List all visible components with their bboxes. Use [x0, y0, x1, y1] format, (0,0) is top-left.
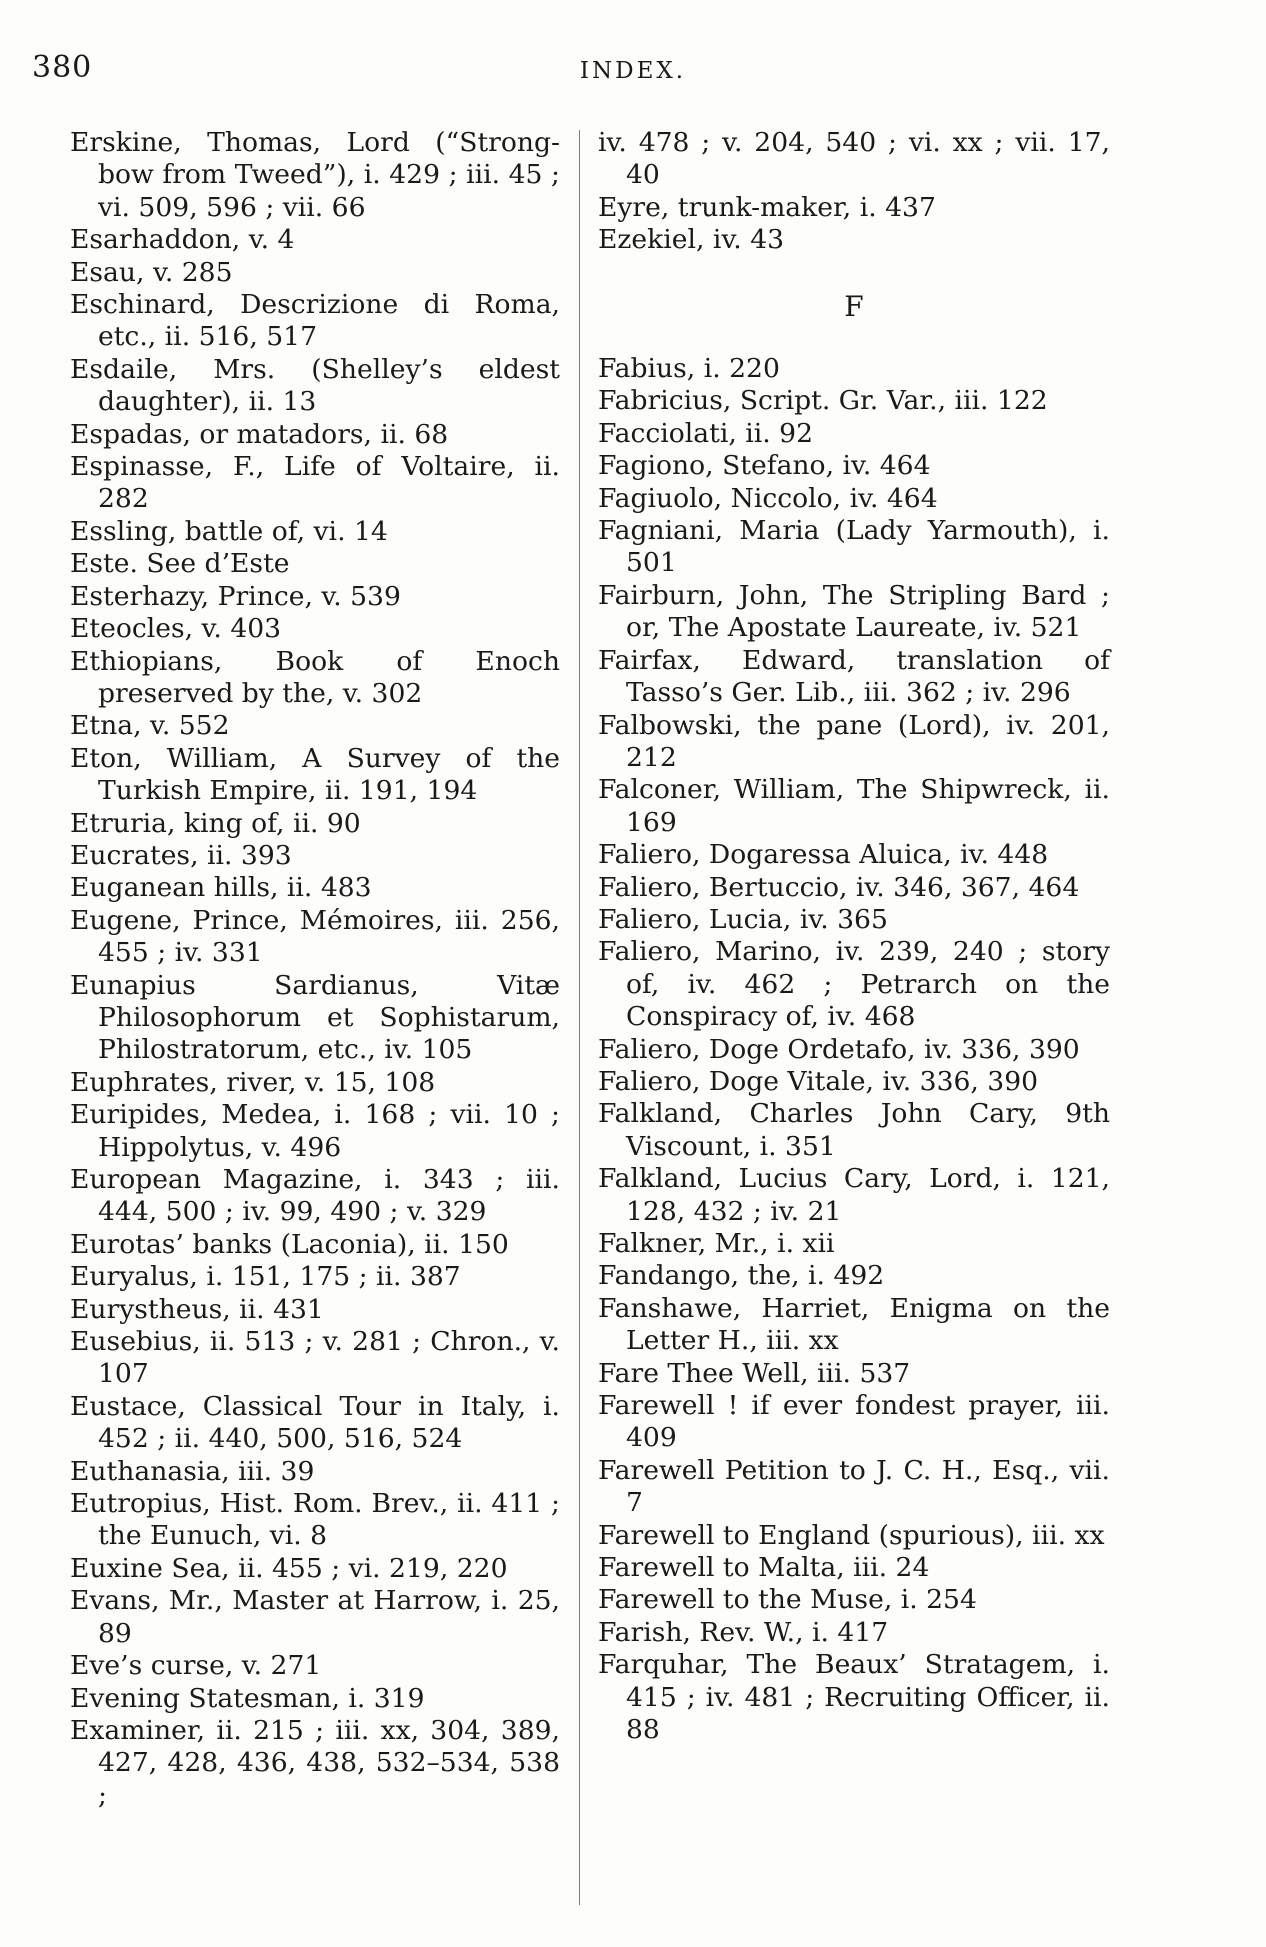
- index-entry: Eugene, Prince, Mémoires, iii. 256, 455 ; iv. 331: [70, 904, 560, 969]
- index-entry: Faliero, Lucia, iv. 365: [598, 903, 888, 935]
- section-letter-heading: F: [844, 289, 864, 323]
- index-entry: Espadas, or matadors, ii. 68: [70, 418, 449, 450]
- index-entry: Euxine Sea, ii. 455 ; vi. 219, 220: [70, 1552, 508, 1584]
- index-entry: Faliero, Doge Vitale, iv. 336, 390: [598, 1065, 1039, 1097]
- index-entry: Falconer, William, The Shipwreck, ii. 169: [598, 774, 1110, 838]
- page-number: 380: [32, 50, 93, 85]
- index-entry: Evans, Mr., Master at Harrow, i. 25, 89: [70, 1585, 560, 1649]
- index-entry: Fanshawe, Harriet, Enigma on the Letter H., iii. xx: [598, 1292, 1110, 1357]
- index-entry: Farewell Petition to J. C. H., Esq., vii. 7: [598, 1454, 1110, 1519]
- index-entry: Esau, v. 285: [70, 256, 233, 288]
- index-entry: Faliero, Marino, iv. 239, 240 ; story of, iv. 462 ; Petrarch on the Conspiracy of, iv. 468: [598, 936, 1110, 1033]
- index-entry: Farish, Rev. W., i. 417: [598, 1616, 889, 1648]
- index-column-right: [598, 127, 1110, 1747]
- index-entry: Fairfax, Edward, translation of Tasso’s Ger. Lib., iii. 362 ; iv. 296: [598, 644, 1110, 709]
- index-entry: Falbowski, the pane (Lord), iv. 201, 212: [598, 709, 1110, 773]
- index-entry: Eteocles, v. 403: [70, 613, 282, 645]
- index-entry: Falkner, Mr., i. xii: [598, 1228, 835, 1259]
- index-entry: Eve’s curse, v. 271: [70, 1650, 322, 1682]
- index-entry: Eustace, Classical Tour in Italy, i. 452 ; ii. 440, 500, 516, 524: [70, 1390, 560, 1455]
- index-entry: Esdaile, Mrs. (Shelley’s eldest daughter), ii. 13: [70, 353, 560, 418]
- running-head-title: INDEX.: [579, 58, 687, 84]
- index-entry: Eschinard, Descrizione di Roma, etc., ii. 516, 517: [70, 289, 560, 353]
- index-entry: Examiner, ii. 215 ; iii. xx, 304, 389, 427, 428, 436, 438, 532–534, 538 ;: [70, 1714, 560, 1811]
- index-entry: Faliero, Dogaressa Aluica, iv. 448: [598, 839, 1049, 871]
- index-entry: Facciolati, ii. 92: [598, 417, 814, 449]
- index-entry: Etna, v. 552: [70, 710, 230, 742]
- index-entry: Fagniani, Maria (Lady Yarmouth), i. 501: [598, 515, 1110, 579]
- index-entry: Farewell to the Muse, i. 254: [598, 1584, 977, 1616]
- index-entry: Farquhar, The Beaux’ Stratagem, i. 415 ; iv. 481 ; Recruiting Officer, ii. 88: [598, 1649, 1110, 1746]
- index-entry: Fagiono, Stefano, iv. 464: [598, 450, 931, 482]
- index-entry: Fandango, the, i. 492: [598, 1260, 885, 1292]
- index-entry: Euphrates, river, v. 15, 108: [70, 1066, 436, 1098]
- index-entry: Euthanasia, iii. 39: [70, 1455, 315, 1487]
- index-entry: Eton, William, A Survey of the Turkish Empire, ii. 191, 194: [70, 742, 560, 807]
- index-entry: Falkland, Lucius Cary, Lord, i. 121, 128, 432 ; iv. 21: [598, 1163, 1110, 1227]
- index-column-left: [70, 127, 560, 1812]
- index-entry: Esarhaddon, v. 4: [70, 224, 295, 256]
- index-entry: Fabius, i. 220: [598, 353, 780, 385]
- index-entry: Erskine, Thomas, Lord (“Strong-bow from Tweed”), i. 429 ; iii. 45 ; vi. 509, 596 ; vii. 66: [70, 127, 560, 223]
- index-entry: European Magazine, i. 343 ; iii. 444, 500 ; iv. 99, 490 ; v. 329: [70, 1164, 560, 1228]
- index-entry: Fairburn, John, The Stripling Bard ; or, The Apostate Laureate, iv. 521: [598, 579, 1110, 644]
- index-entry: Esterhazy, Prince, v. 539: [70, 580, 401, 612]
- index-entry: Ezekiel, iv. 43: [598, 224, 785, 256]
- index-entry: iv. 478 ; v. 204, 540 ; vi. xx ; vii. 17, 40: [598, 127, 1110, 191]
- index-entry: Ethiopians, Book of Enoch preserved by the, v. 302: [70, 645, 560, 709]
- index-entry: Euripides, Medea, i. 168 ; vii. 10 ; Hippolytus, v. 496: [70, 1099, 560, 1163]
- column-divider: [579, 130, 580, 1905]
- index-entry: Espinasse, F., Life of Voltaire, ii. 282: [70, 451, 560, 515]
- index-entry: Eusebius, ii. 513 ; v. 281 ; Chron., v. 107: [70, 1326, 560, 1390]
- index-entry: Eucrates, ii. 393: [70, 839, 292, 871]
- index-entry: Este. See d’Este: [70, 548, 290, 580]
- index-entry: Fabricius, Script. Gr. Var., iii. 122: [598, 385, 1048, 417]
- index-entry: Faliero, Doge Ordetafo, iv. 336, 390: [598, 1033, 1080, 1065]
- index-entry: Farewell to Malta, iii. 24: [598, 1552, 930, 1584]
- index-entry: Fare Thee Well, iii. 537: [598, 1357, 911, 1389]
- index-entry: Eurystheus, ii. 431: [70, 1293, 324, 1325]
- index-entry: Faliero, Bertuccio, iv. 346, 367, 464: [598, 871, 1080, 903]
- index-entry: Eutropius, Hist. Rom. Brev., ii. 411 ; the Eunuch, vi. 8: [70, 1488, 560, 1552]
- index-entry: Eurotas’ banks (Laconia), ii. 150: [70, 1228, 509, 1260]
- index-entry: Farewell ! if ever fondest prayer, iii. 409: [598, 1390, 1110, 1454]
- index-entry: Essling, battle of, vi. 14: [70, 515, 388, 547]
- index-entry: Etruria, king of, ii. 90: [70, 807, 361, 839]
- index-entry: Falkland, Charles John Cary, 9th Viscount, i. 351: [598, 1098, 1110, 1162]
- index-entry: Farewell to England (spurious), iii. xx: [598, 1519, 1105, 1551]
- index-entry: Evening Statesman, i. 319: [70, 1682, 425, 1714]
- index-entry: Euganean hills, ii. 483: [70, 872, 372, 904]
- index-entry: Fagiuolo, Niccolo, iv. 464: [598, 482, 938, 514]
- index-entry: Eyre, trunk-maker, i. 437: [598, 191, 936, 223]
- index-entry: Euryalus, i. 151, 175 ; ii. 387: [70, 1261, 461, 1293]
- index-entry: Eunapius Sardianus, Vitæ Philosophorum et Sophistarum, Philostratorum, etc., iv. 105: [70, 969, 560, 1066]
